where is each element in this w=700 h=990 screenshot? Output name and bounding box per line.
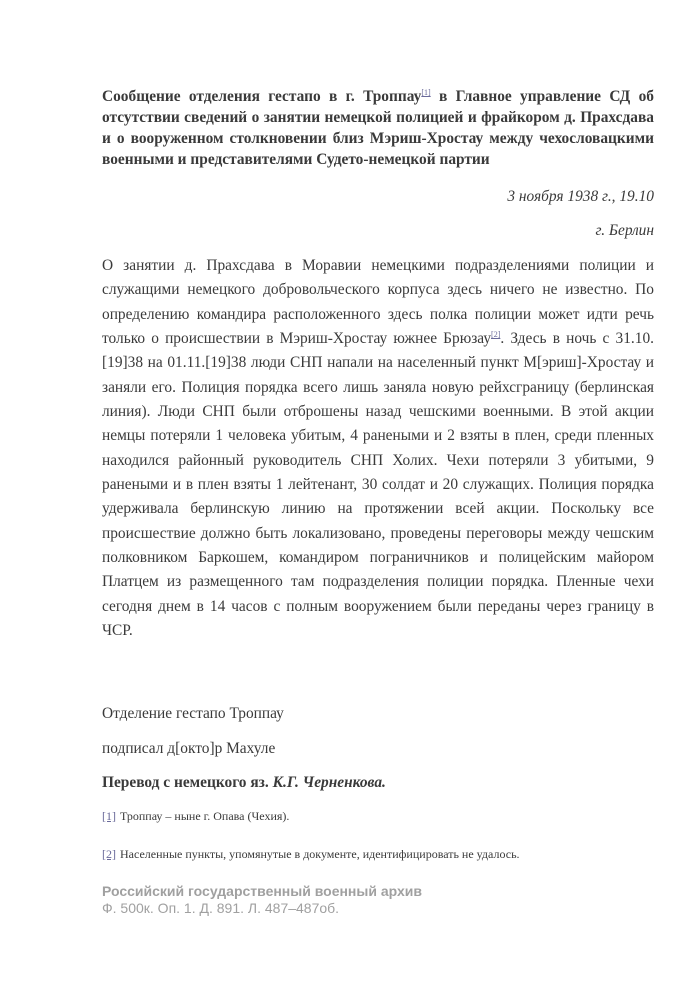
footnote-2: [102, 846, 520, 862]
document-body: [102, 254, 654, 644]
archive-source: [102, 883, 422, 917]
translation-prefix: Перевод с немецкого яз.: [102, 774, 273, 791]
document-title: [102, 86, 654, 170]
document-date: 3 ноября 1938 г., 19.10: [507, 188, 654, 205]
signature-signed: подписал д[окто]р Махуле: [102, 740, 276, 757]
footnote-link-2[interactable]: [2]: [491, 329, 501, 339]
footnote-link-1[interactable]: [1]: [421, 87, 431, 97]
body-text-part2: . Здесь в ночь с 31.10.[19]38 на 01.11.[19]38 люди СНП напали на населенный пункт М[эриш]-Хростау и заняли его. Полиция порядка всего лишь заняла новую рейхсграницу (берлинская линия). Люди СНП были отброшены назад чешскими военными. В этой акции немцы потеряли 1 человека убитым, 4 ранеными и 2 взяты в плен, среди пленных находился районный руководитель СНП Холих. Чехи потеряли 3 убитыми, 9 ранеными и в плен взяты 1 лейтенант, 30 солдат и 20 служащих. Полиция порядка удерживала берлинскую линию на протяжении всей акции. Поскольку все происшествие должно быть локализовано, проведены переговоры между чешским полковником Баркошем, командиром пограничников и полицейским майором Платцем из размещенного там подразделения полиции порядка. Пленные чехи сегодня днем в 14 часов с полным вооружением были переданы через границу в ЧСР.: [102, 330, 654, 640]
document-place: г. Берлин: [595, 222, 654, 239]
body-footnote-ref[interactable]: [491, 330, 500, 339]
footnote-1-text: Троппау – ныне г. Опава (Чехия).: [120, 809, 290, 823]
footnote-1: [102, 808, 289, 824]
signature-office: Отделение гестапо Троппау: [102, 705, 284, 722]
footnote-2-mark[interactable]: [2]: [102, 847, 116, 861]
body-text-part1: О занятии д. Прахсдава в Моравии немецкими подразделениями полиции и служащими немецкого добровольческого корпуса здесь ничего не известно. По определению командира расположенного здесь полка полиции может идти речь только о происшествии в Мэриш-Хростау южнее Брюзау: [102, 257, 654, 348]
footnote-2-text: Населенные пункты, упомянутые в документе, идентифицировать не удалось.: [120, 847, 520, 861]
translator-name: К.Г. Черненкова.: [272, 774, 386, 791]
document-page: [102, 86, 654, 916]
footnote-1-mark[interactable]: [1]: [102, 809, 116, 823]
translation-credit: [102, 773, 386, 793]
title-footnote-ref[interactable]: [421, 88, 430, 97]
archive-name: Российский государственный военный архив: [102, 883, 422, 899]
archive-reference: Ф. 500к. Оп. 1. Д. 891. Л. 487–487об.: [102, 900, 340, 916]
title-text-part1: Сообщение отделения гестапо в г. Троппау: [102, 88, 422, 105]
title-text-part2: в Главное управление СД об отсутствии сведений о занятии немецкой полицией и фрайкором д. Прахсдава и о вооруженном столкновении близ Мэриш-Хростау между чехословацкими военными и представителями Судето-немецкой партии: [102, 88, 654, 168]
